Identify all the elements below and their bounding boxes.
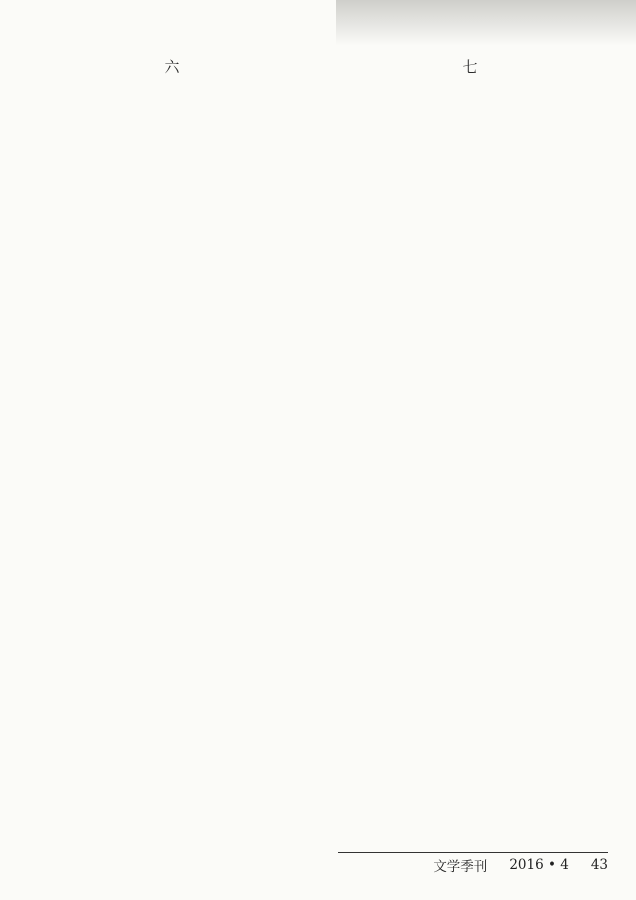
issue-number: 2016 • 4 — [509, 857, 569, 873]
page-footer — [338, 852, 608, 877]
left-column — [34, 34, 310, 846]
journal-name: 文学季刊 — [433, 859, 488, 875]
article-body — [34, 34, 608, 846]
section-number: 六 — [164, 58, 180, 76]
page-number: 43 — [590, 857, 608, 873]
right-column — [332, 34, 608, 846]
section-number: 七 — [462, 58, 478, 76]
